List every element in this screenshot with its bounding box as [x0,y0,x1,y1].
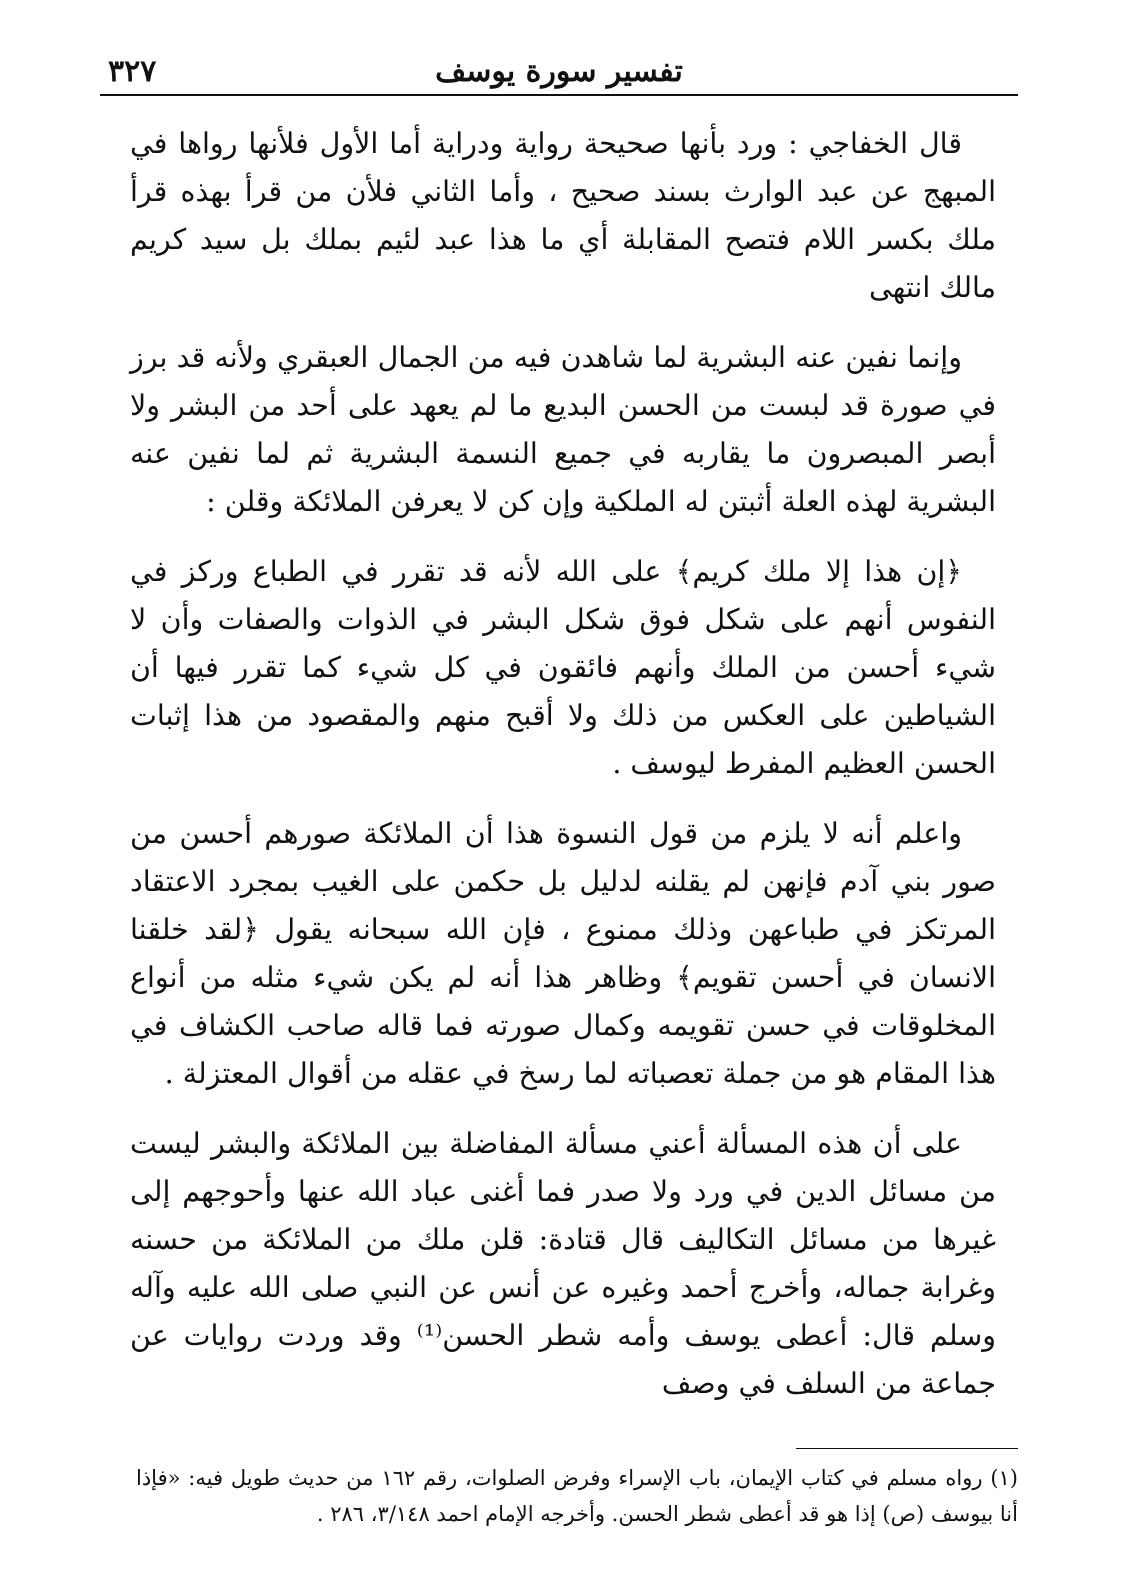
footnote: (١) رواه مسلم في كتاب الإيمان، باب الإسراء وفرض الصلوات، رقم ١٦٢ من حديث طويل فيه: «فإذا أنا بيوسف (ص) إذا هو قد أعطى شطر الحسن. وأخرجه الإمام احمد ٣/١٤٨، ٢٨٦ . [136,1466,1018,1526]
page-number: ٣٢٧ [108,54,157,89]
footnote-divider [796,1448,1018,1449]
paragraph-4: واعلم أنه لا يلزم من قول النسوة هذا أن الملائكة صورهم أحسن من صور بني آدم فإنهن لم يقلنه لدليل بل حكمن على الغيب بمجرد الاعتقاد المرتكز في طباعهن وذلك ممنوع ، فإن الله سبحانه يقول ﴿لقد خلقنا الانسان في أحسن تقويم﴾ وظاهر هذا أنه لم يكن شيء مثله من أنواع المخلوقات في حسن تقويمه وكمال صورته فما قاله صاحب الكشاف في هذا المقام هو من جملة تعصباته لما رسخ في عقله من أقوال المعتزلة . [130,817,996,1090]
paragraph-3: ﴿إن هذا إلا ملك كريم﴾ على الله لأنه قد تقرر في الطباع وركز في النفوس أنهم على شكل فوق شكل البشر في الذوات والصفات وأن لا شيء أحسن من الملك وأنهم فائقون في كل شيء كما تقرر فيها أن الشياطين على العكس من ذلك ولا أقبح منهم والمقصود من هذا إثبات الحسن العظيم المفرط ليوسف . [130,555,996,780]
paragraph-2: وإنما نفين عنه البشرية لما شاهدن فيه من الجمال العبقري ولأنه قد برز في صورة قد لبست من الحسن البديع ما لم يعهد على أحد من البشر ولا أبصر المبصرون ما يقاربه في جميع النسمة البشرية ثم لما نفين عنه البشرية لهذه العلة أثبتن له الملكية وإن كن لا يعرفن الملائكة وقلن : [130,341,996,518]
running-title: تفسير سورة يوسف [435,54,683,89]
paragraph-5: على أن هذه المسألة أعني مسألة المفاضلة بين الملائكة والبشر ليست من مسائل الدين في ورد ولا صدر فما أغنى عباد الله عنها وأحوجهم إلى غيرها من مسائل التكاليف قال قتادة: قلن ملك من الملائكة من حسنه وغرابة جماله، وأخرج أحمد وغيره عن أنس عن النبي صلى الله عليه وآله وسلم قال: أعطى يوسف وأمه شطر الحسن⁽¹⁾ وقد وردت روايات عن جماعة من السلف في وصف [130,1127,996,1400]
main-text [130,120,996,1430]
paragraph-1: قال الخفاجي : ورد بأنها صحيحة رواية ودراية أما الأول فلأنها رواها في المبهج عن عبد الوارث بسند صحيح ، وأما الثاني فلأن من قرأ بهذه قرأ ملك بكسر اللام فتصح المقابلة أي ما هذا عبد لئيم بملك بل سيد كريم مالك انتهى [130,127,996,304]
page-header [100,50,1018,96]
